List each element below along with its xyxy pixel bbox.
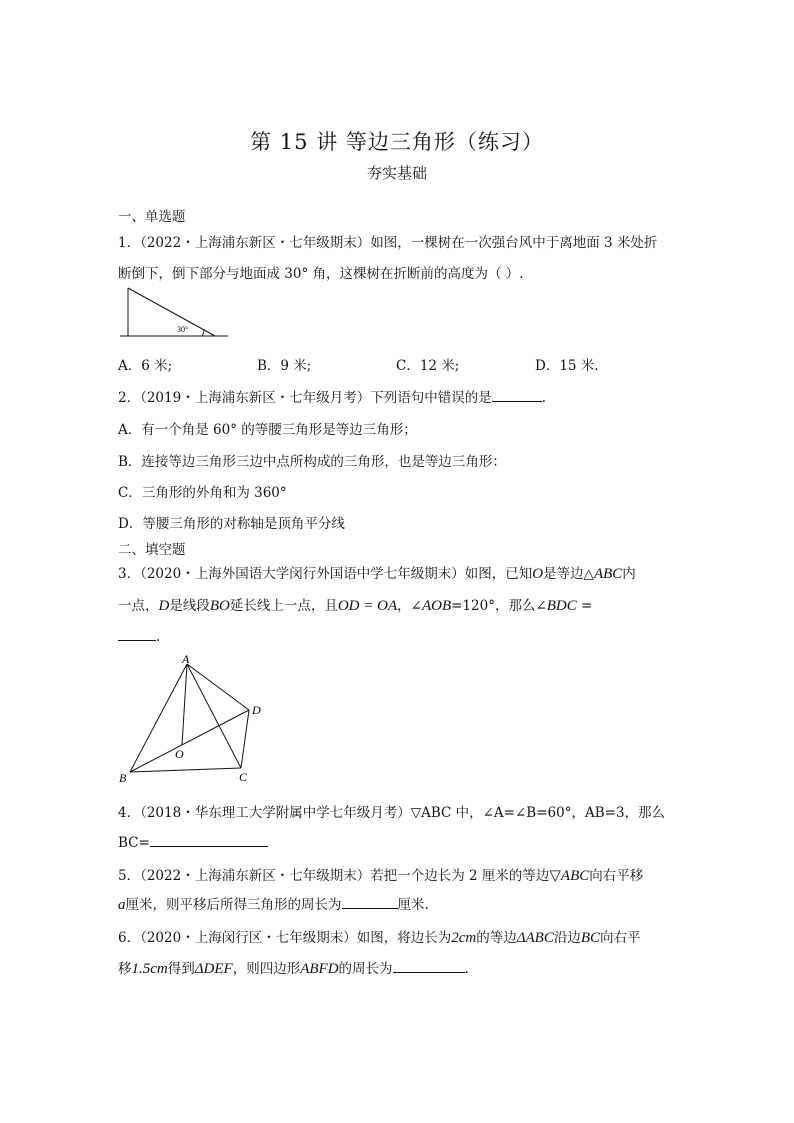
q6-stem-line2: 移1.5cm得到ΔDEF，则四边形ABFD的周长为 . [118,957,469,978]
q5-math-a: a [118,897,126,913]
q3-math-od-oa: OD = OA [337,598,398,614]
q4-stem-line2 [118,832,268,851]
q3-stem-line2 [118,594,592,615]
q6-math-triangle-def: ΔDEF [194,961,233,977]
q1-option-b: B．9 米; [257,358,312,374]
q6-text: 的等边 [476,930,517,946]
q4-stem-line1: 4．（2018・华东理工大学附属中学七年级月考）▽ABC 中，∠A=∠B=60°，AB=3，那么 [118,805,666,821]
q6-text: 沿边 [553,930,581,946]
q2-stem-text: 2．（2019・上海浦东新区・七年级月考）下列语句中错误的是 [118,390,492,406]
q2-option-b: B．连接等边三角形三边中点所构成的三角形，也是等边三角形： [118,454,506,470]
q5-text: 厘米. [397,897,429,913]
q3-math-bdc: BDC [546,598,577,614]
q3-math-abc: ABC [593,566,623,582]
q6-text: 向右平 [600,930,641,946]
label-c: C [239,770,248,784]
q1-stem-line2: 断倒下，倒下部分与地面成 30° 角，这棵树在折断前的高度为（ ）. [118,266,524,282]
q4-answer-blank [150,832,268,847]
angle-label: 30° [177,325,189,334]
page-subtitle: 夯实基础 [366,164,427,182]
q3-answer-blank [118,626,156,641]
q2-option-c: C．三角形的外角和为 360° [118,485,287,501]
label-b: B [119,771,127,784]
q2-option-d: D．等腰三角形的对称轴是顶角平分线 [118,516,345,532]
q2-option-a: A．有一个角是 60° 的等腰三角形是等边三角形； [118,422,417,438]
segment-ac [187,664,241,768]
q6-math-len2: 1.5cm [131,961,168,977]
q3-math-aob: AOB [421,598,452,614]
q6-text: 6．（2020・上海闵行区・七年级期末）如图，将边长为 [118,930,452,946]
q1-stem-line1: 1．（2022・上海浦东新区・七年级期末）如图，一棵树在一次强台风中于离地面 3 米处折 [118,235,658,251]
q3-stem-line1 [118,562,636,583]
q3-text: ，∠ [397,598,422,614]
q3-stem-line3: . [118,626,160,645]
q3-math-bo: BO [209,598,230,614]
q3-text: 3．（2020・上海外国语大学闵行外国语中学七年级期末）如图，已知 [118,566,533,582]
angle-arc [202,329,204,336]
section-heading-fill-blank: 二、填空题 [118,542,186,558]
page-title: 第 15 讲 等边三角形（练习） [250,130,544,154]
q5-text: 向右平移 [589,868,644,884]
q3-triangle-figure [112,648,272,784]
q5-stem-line1 [118,864,643,885]
q6-text: 的周长为 [338,961,393,977]
q3-text: 内 [622,566,636,582]
q2-answer-blank [492,387,542,402]
q6-text: 移 [118,961,132,977]
q5-stem-line2 [118,893,429,914]
q3-text: = [576,598,593,614]
segment-dc [241,710,249,768]
q6-text: ，则四边形 [232,961,301,977]
q5-math-triangle: ▽ABC [549,868,590,884]
segment-ad [187,664,249,710]
q3-text: =120°，那么∠ [451,598,547,614]
q5-answer-blank [342,894,398,909]
q3-text: 是线段 [169,598,210,614]
q6-answer-blank [393,958,465,973]
q6-math-bc: BC [580,930,601,946]
q5-text: 5．（2022・上海浦东新区・七年级期末）若把一个边长为 2 厘米的等边 [118,868,550,884]
label-o: O [175,747,184,761]
q5-text: 厘米，则平移后所得三角形的周长为 [125,897,342,913]
q6-stem-line1 [118,926,641,947]
q6-math-len1: 2cm [451,930,477,946]
q1-option-a: A．6 米; [118,358,173,374]
segment-ao [182,664,187,745]
q3-math-d: D [158,598,170,614]
label-d: D [252,703,261,717]
q1-tree-figure [118,284,230,340]
q3-text: 是等边△ [543,566,594,582]
q2-stem: 2．（2019・上海浦东新区・七年级月考）下列语句中错误的是 . [118,386,546,406]
q6-math-quad: ABFD [300,961,339,977]
q1-option-c: C．12 米; [396,358,460,374]
q3-math-o: O [532,566,544,582]
q1-option-d: D．15 米. [535,358,599,374]
label-a: A [182,652,190,666]
segment-bd [130,710,249,772]
q6-math-triangle-abc: ΔABC [516,930,554,946]
q6-text: 得到 [167,961,195,977]
q3-text: 一点， [118,598,159,614]
fallen-part-line [128,288,215,336]
segment-bc [130,768,241,772]
q4-text: BC= [118,835,150,851]
q3-text: 延长线上一点，且 [229,598,338,614]
section-heading-single-choice: 一、单选题 [118,209,186,225]
